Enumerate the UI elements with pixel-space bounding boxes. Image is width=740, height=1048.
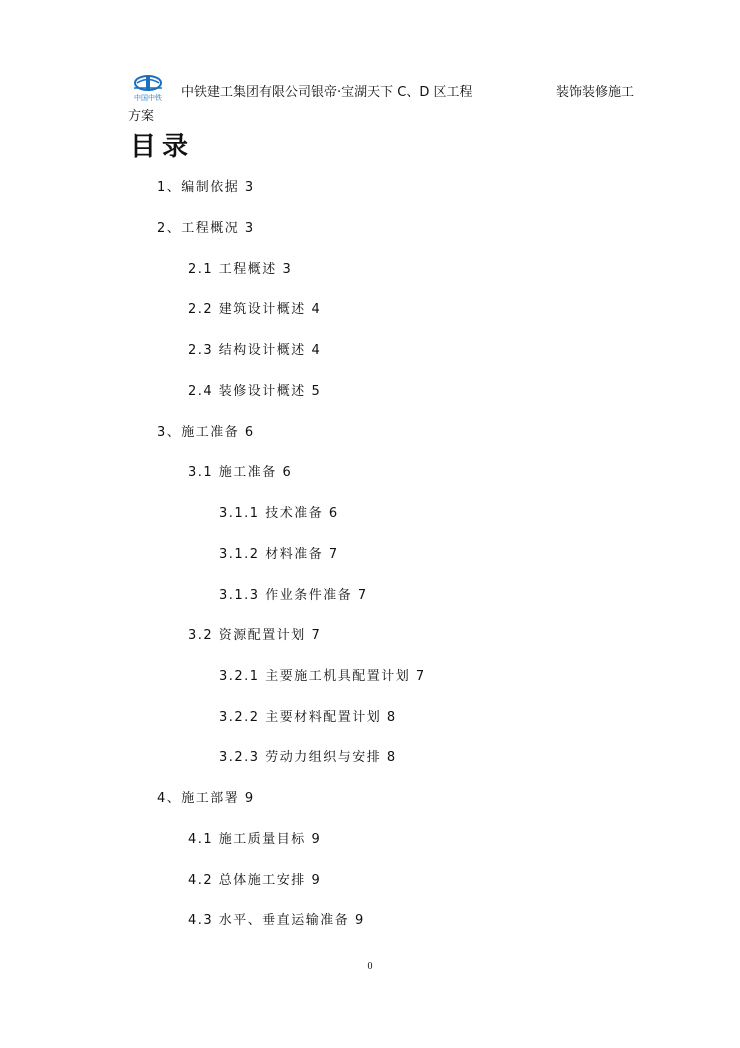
toc-entry[interactable]: 3.2.2 主要材料配置计划 8 — [219, 710, 397, 725]
toc-entry[interactable]: 2.1 工程概述 3 — [188, 262, 293, 277]
toc-entry[interactable]: 4.2 总体施工安排 9 — [188, 873, 322, 888]
toc-entry[interactable]: 3.1.3 作业条件准备 7 — [219, 588, 368, 603]
toc-entry[interactable]: 3.1.2 材料准备 7 — [219, 547, 339, 562]
toc-entry[interactable]: 3.2 资源配置计划 7 — [188, 628, 322, 643]
toc-entry[interactable]: 2.2 建筑设计概述 4 — [188, 302, 322, 317]
toc-entry[interactable]: 2.4 装修设计概述 5 — [188, 384, 322, 399]
header-document-title: 装饰装修施工 — [556, 85, 635, 100]
svg-text:中国中铁: 中国中铁 — [134, 94, 162, 102]
header-company-project: 中铁建工集团有限公司银帝·宝湖天下 C、D 区工程 — [181, 85, 473, 100]
toc-entry[interactable]: 4.1 施工质量目标 9 — [188, 832, 322, 847]
toc-entry[interactable]: 3.1 施工准备 6 — [188, 465, 293, 480]
toc-entry[interactable]: 3.2.3 劳动力组织与安排 8 — [219, 750, 397, 765]
toc-entry[interactable]: 4、施工部署 9 — [157, 791, 255, 806]
toc-entry[interactable]: 3.2.1 主要施工机具配置计划 7 — [219, 669, 426, 684]
toc-entry[interactable]: 3.1.1 技术准备 6 — [219, 506, 339, 521]
header-document-title-wrap: 方案 — [128, 109, 155, 124]
toc-entry[interactable]: 3、施工准备 6 — [157, 425, 255, 440]
toc-entry[interactable]: 1、编制依据 3 — [157, 180, 255, 195]
toc-heading: 目录 — [130, 132, 195, 162]
china-railway-logo-icon — [128, 74, 168, 102]
toc-entry[interactable]: 2、工程概况 3 — [157, 221, 255, 236]
toc-entry[interactable]: 4.3 水平、垂直运输准备 9 — [188, 913, 365, 928]
toc-entry[interactable]: 2.3 结构设计概述 4 — [188, 343, 322, 358]
page-number: 0 — [367, 961, 373, 972]
